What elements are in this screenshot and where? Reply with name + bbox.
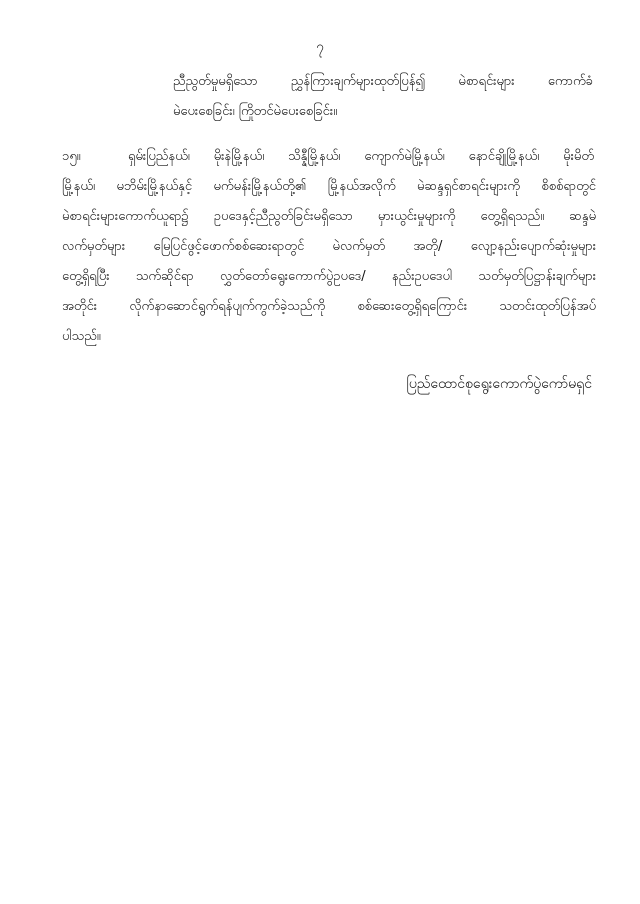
paragraph-line: အတိုင်း လိုက်နာဆောင်ရွက်ရန်ပျက်ကွက်ခဲ့သည်ကို စစ်ဆေးတွေ့ရှိရကြောင်း သတင်းထုတ်ပြန်အပ် [62, 299, 596, 314]
issuer-signature: ပြည်ထောင်စုရွေးကောက်ပွဲကော်မရှင် [406, 376, 592, 392]
continued-list-item [173, 70, 593, 130]
paragraph-line: တွေ့ရှိရပြီး သက်ဆိုင်ရာ လွှတ်တော်ရွေးကောက်ပွဲဥပဒေ/ နည်းဥပဒေပါ သတ်မှတ်ပြဋ္ဌာန်းချက်များ [62, 269, 596, 284]
continued-line: ညီညွတ်မှုမရှိသော ညွှန်ကြားချက်များထုတ်ပြန်၍ မဲစာရင်းများ ကောက်ခံ [173, 74, 593, 89]
paragraph-number: ၁၅။ [62, 149, 81, 164]
paragraph-15 [62, 145, 596, 355]
paragraph-line: မြို့နယ်၊ မဘိမ်းမြို့နယ်နှင့် မက်မန်းမြို့နယ်တို့၏ မြို့နယ်အလိုက် မဲဆန္ဒရှင်စာရင်းများကို စိစစ်ရာတွင် [62, 179, 596, 194]
page-number: ၇ [316, 39, 324, 55]
paragraph-line: လက်မှတ်များ မြေပြင်ဖွင့်ဖောက်စစ်ဆေးရာတွင် မဲလက်မှတ် အတို/ လျော့နည်းပျောက်ဆုံးမှုများ [62, 239, 596, 254]
paragraph-first-line [62, 145, 596, 175]
paragraph-line: မဲစာရင်းများကောက်ယူရာ၌ ဥပဒေနှင့်ညီညွတ်ခြင်းမရှိသော မှားယွင်းမှုများကို တွေ့ရှိရသည်။ ဆန္ဒမဲ [62, 209, 596, 224]
paragraph-line: ရှမ်းပြည်နယ်၊ မိုးနဲမြို့နယ်၊ သိန္နီမြို့နယ်၊ ကျောက်မဲမြို့နယ်၊ နောင်ချိုမြို့နယ်၊ မိုးမိတ် [128, 149, 594, 164]
paragraph-line: ပါသည်။ [62, 329, 101, 344]
continued-line: မဲပေးစေခြင်း၊ ကြိုတင်မဲပေးစေခြင်း။ [173, 104, 338, 119]
